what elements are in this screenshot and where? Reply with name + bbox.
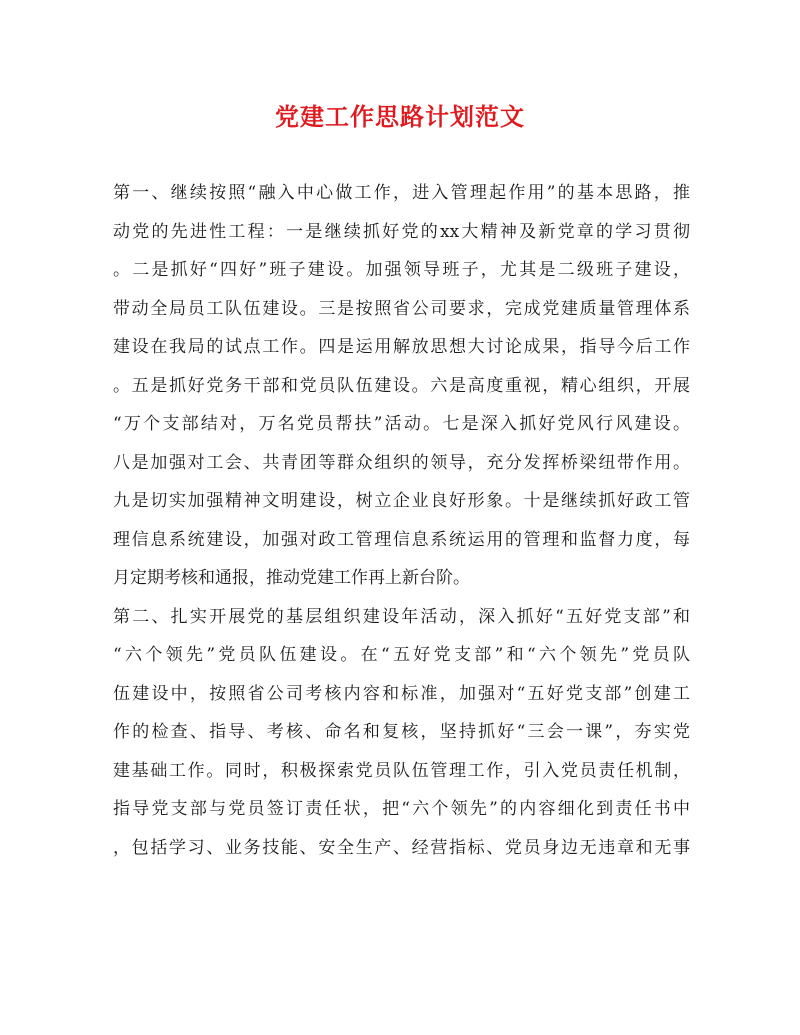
body-line: 伍建设中，按照省公司考核内容和标准，加强对“五好党支部”创建工	[113, 683, 690, 704]
body-line: 。五是抓好党务干部和党员队伍建设。六是高度重视，精心组织，开展	[113, 375, 690, 396]
body-line: 理信息系统建设，加强对政工管理信息系统运用的管理和监督力度，每	[113, 529, 690, 550]
body-line: 八是加强对工会、共青团等群众组织的领导，充分发挥桥梁纽带作用。	[113, 452, 690, 473]
body-line: 九是切实加强精神文明建设，树立企业良好形象。十是继续抓好政工管	[113, 491, 690, 511]
body-line: “六个领先”党员队伍建设。在“五好党支部”和“六个领先”党员队	[113, 645, 690, 665]
body-line: 带动全局员工队伍建设。三是按照省公司要求，完成党建质量管理体系	[113, 298, 690, 319]
body-line: 指导党支部与党员签订责任状，把“六个领先”的内容细化到责任书中	[113, 799, 690, 819]
body-line: 作的检查、指导、考核、命名和复核，坚持抓好“三会一课”，夯实党	[113, 722, 690, 742]
body-line: 第二、扎实开展党的基层组织建设年活动，深入抓好“五好党支部”和	[113, 606, 690, 627]
body-line: “万个支部结对，万名党员帮扶”活动。七是深入抓好党风行风建设。	[113, 414, 690, 434]
body-line: 动党的先进性工程：一是继续抓好党的xx大精神及新党章的学习贯彻	[113, 221, 690, 242]
body-line: 第一、继续按照“融入中心做工作，进入管理起作用”的基本思路，推	[113, 183, 690, 203]
body-line: ，包括学习、业务技能、安全生产、经营指标、党员身边无违章和无事	[113, 837, 690, 858]
body-line: 建设在我局的试点工作。四是运用解放思想大讨论成果，指导今后工作	[113, 337, 690, 357]
body-line: 月定期考核和通报，推动党建工作再上新台阶。	[113, 568, 470, 588]
document-title: 党建工作思路计划范文	[275, 102, 525, 131]
document-body	[113, 174, 690, 867]
body-line: 。二是抓好“四好”班子建设。加强领导班子，尤其是二级班子建设，	[113, 260, 690, 280]
body-line: 建基础工作。同时，积极探索党员队伍管理工作，引入党员责任机制，	[113, 760, 690, 781]
